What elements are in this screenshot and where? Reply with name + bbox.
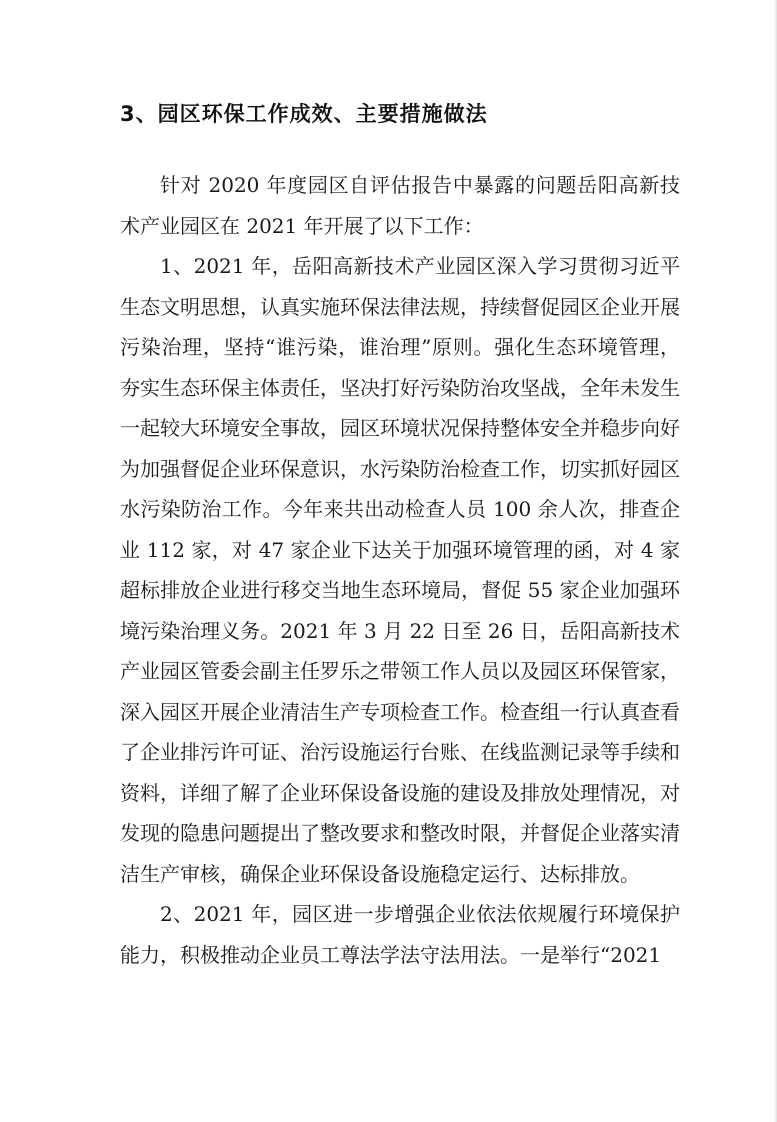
- paragraph-item-1: 1、2021 年，岳阳高新技术产业园区深入学习贯彻习近平生态文明思想，认真实施环保法律法规，持续督促园区企业开展污染治理，坚持“谁污染，谁治理”原则。强化生态环境管理，夯实生态环保主体责任，坚决打好污染防治攻坚战，全年未发生一起较大环境安全事故，园区环境状况保持整体安全并稳步向好为加强督促企业环保意识，水污染防治检查工作，切实抓好园区水污染防治工作。今年来共出动检查人员 100 余人次，排查企业 112 家，对 47 家企业下达关于加强环境管理的函，对 4 家超标排放企业进行移交当地生态环境局，督促 55 家企业加强环境污染治理义务。2021 年 3 月 22 日至 26 日，岳阳高新技术产业园区管委会副主任罗乐之带领工作人员以及园区环保管家，深入园区开展企业清洁生产专项检查工作。检查组一行认真查看了企业排污许可证、治污设施运行台账、在线监测记录等手续和资料，详细了解了企业环保设备设施的建设及排放处理情况，对发现的隐患问题提出了整改要求和整改时限，并督促企业落实清洁生产审核，确保企业环保设备设施稳定运行、达标排放。: [120, 254, 680, 886]
- section-heading: 3、园区环保工作成效、主要措施做法: [120, 102, 488, 126]
- paragraph-item-2: 2、2021 年，园区进一步增强企业依法依规履行环境保护能力，积极推动企业员工尊法学法守法用法。一是举行“2021: [120, 902, 680, 967]
- paragraph-intro: 针对 2020 年度园区自评估报告中暴露的问题岳阳高新技术产业园区在 2021 年开展了以下工作：: [120, 173, 680, 238]
- body-text: [120, 165, 680, 975]
